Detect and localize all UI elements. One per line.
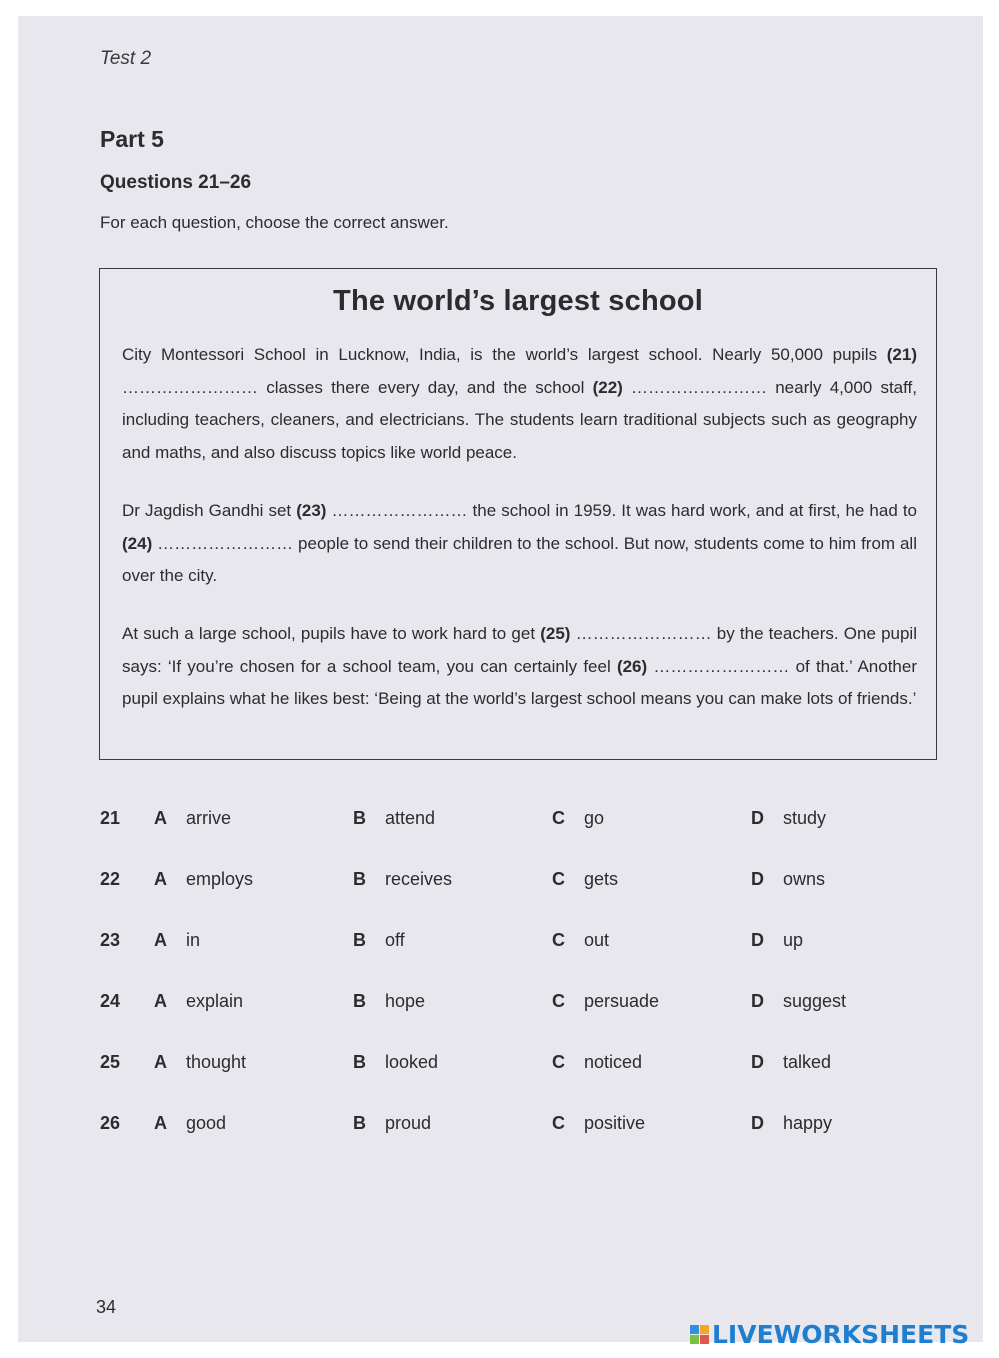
question-number: 23 <box>100 930 121 950</box>
answer-options <box>100 808 920 1174</box>
instruction-text: For each question, choose the correct answer. <box>100 213 449 232</box>
option-a[interactable]: A employs <box>154 869 254 889</box>
option-d[interactable]: D talked <box>751 1052 832 1072</box>
option-d[interactable]: D happy <box>751 1113 833 1133</box>
option-c[interactable]: C gets <box>552 869 619 889</box>
question-row <box>100 869 920 930</box>
question-number: 25 <box>100 1052 121 1072</box>
option-c[interactable]: C persuade <box>552 991 660 1011</box>
passage-box <box>99 268 937 760</box>
gap-number: (23) <box>296 501 327 520</box>
option-a[interactable]: A explain <box>154 991 244 1011</box>
gap-number: (26) <box>616 656 648 676</box>
part-title: Part 5 <box>100 126 164 152</box>
question-number: 26 <box>100 1113 121 1133</box>
question-row <box>100 991 920 1052</box>
logo-text: LIVEWORKSHEETS <box>712 1319 970 1349</box>
worksheet-page <box>18 16 983 1342</box>
option-b[interactable]: B proud <box>353 1113 432 1133</box>
passage-paragraph: City Montessori School in Lucknow, India, is the world’s largest school. Nearly 50,000 pupils (21) …………………… classes there every day, and the school (22) …………………… nearly 4,000 staff, including teachers, cleaners, and electricians. The students learn traditional subjects such as geography and maths, and also discuss topics like world peace. <box>122 345 917 462</box>
option-a[interactable]: A in <box>154 930 201 950</box>
option-a[interactable]: A thought <box>154 1052 247 1072</box>
option-b[interactable]: B off <box>353 930 405 950</box>
option-b[interactable]: B looked <box>353 1052 439 1072</box>
option-b[interactable]: B attend <box>353 808 436 828</box>
option-c[interactable]: C positive <box>552 1113 646 1133</box>
questions-label: Questions 21–26 <box>100 172 252 193</box>
option-d[interactable]: D suggest <box>751 991 847 1011</box>
question-row <box>100 1052 920 1113</box>
gap-number: (22) <box>592 377 623 397</box>
test-label: Test 2 <box>100 48 152 69</box>
option-b[interactable]: B hope <box>353 991 426 1011</box>
option-a[interactable]: A good <box>154 1113 227 1133</box>
option-b[interactable]: B receives <box>353 869 453 889</box>
passage-paragraph: At such a large school, pupils have to work hard to get (25) …………………… by the teachers. One pupil says: ‘If you’re chosen for a school team, you can certainly feel (26) …………………… of that.’ Another pupil explains what he likes best: ‘Being at the world’s largest school means you can make lots of friends.’ <box>122 624 917 708</box>
passage-paragraph: Dr Jagdish Gandhi set (23) …………………… the school in 1959. It was hard work, and at first, he had to (24) …………………… people to send their children to the school. But now, students come to him from all over the city. <box>122 501 918 585</box>
logo-grid-icon <box>690 1325 709 1344</box>
question-number: 24 <box>100 991 121 1011</box>
option-a[interactable]: A arrive <box>154 808 232 828</box>
question-number: 21 <box>100 808 121 828</box>
option-d[interactable]: D owns <box>751 869 826 889</box>
option-d[interactable]: D up <box>751 930 804 950</box>
question-number: 22 <box>100 869 121 889</box>
passage-title: The world’s largest school <box>333 285 703 317</box>
gap-number: (25) <box>540 624 571 643</box>
gap-number: (24) <box>122 533 153 553</box>
page-number: 34 <box>96 1297 117 1317</box>
option-d[interactable]: D study <box>751 808 827 828</box>
option-c[interactable]: C out <box>552 930 610 950</box>
question-row <box>100 930 920 991</box>
gap-number: (21) <box>886 345 917 364</box>
option-c[interactable]: C go <box>552 808 605 828</box>
question-row <box>100 1113 920 1174</box>
option-c[interactable]: C noticed <box>552 1052 643 1072</box>
liveworksheets-logo[interactable] <box>690 1321 969 1347</box>
question-row <box>100 808 920 869</box>
